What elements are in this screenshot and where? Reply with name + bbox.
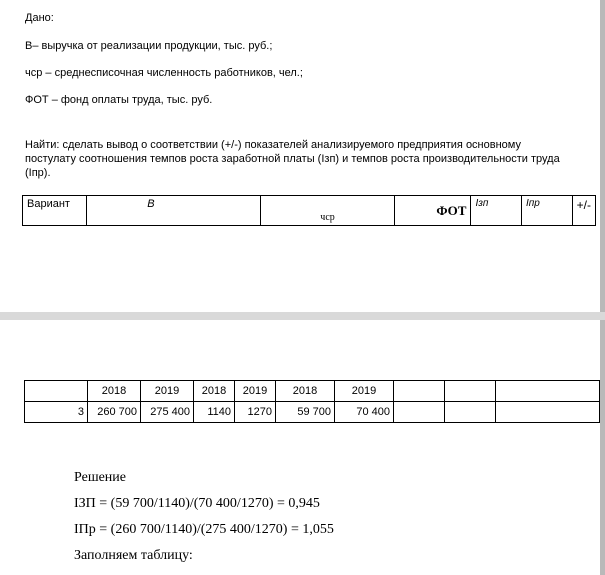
table-row (25, 381, 600, 402)
empty-cell (496, 381, 600, 402)
year-cell: 2018 (276, 381, 335, 402)
fill-table-text: Заполняем таблицу: (74, 548, 193, 563)
year-cell: 2018 (88, 381, 141, 402)
header-plus-minus: +/- (572, 196, 595, 226)
value-cell: 260 700 (88, 402, 141, 423)
empty-cell (394, 381, 445, 402)
value-cell: 1270 (235, 402, 276, 423)
value-cell: 59 700 (276, 402, 335, 423)
header-table (22, 195, 596, 226)
solution-title: Решение (74, 470, 127, 485)
year-cell (25, 381, 88, 402)
value-cell: 275 400 (141, 402, 194, 423)
empty-cell (496, 402, 600, 423)
header-headcount: чср (261, 196, 395, 226)
izp-formula: IЗП = (59 700/1140)/(70 400/1270) = 0,945 (74, 496, 320, 511)
ipr-formula: IПр = (260 700/1140)/(275 400/1270) = 1,055 (74, 522, 334, 537)
table-row (23, 196, 596, 226)
page-shadow (600, 0, 605, 312)
given-title: Дано: (25, 12, 54, 24)
value-cell: 70 400 (335, 402, 394, 423)
header-payroll: ФОТ (394, 196, 470, 226)
header-variant: Вариант (23, 196, 87, 226)
empty-cell (445, 381, 496, 402)
find-paragraph: Найти: сделать вывод о соответствии (+/-) показателей анализируемого предприятия основному постулату соотношения темпов роста заработной платы (Iзп) и темпов роста производительности труда (Iпр). (25, 139, 560, 179)
given-line-headcount: чср – среднесписочная численность работников, чел.; (25, 67, 303, 79)
empty-cell (394, 402, 445, 423)
table-row (25, 402, 600, 423)
empty-cell (445, 402, 496, 423)
given-line-revenue: В– выручка от реализации продукции, тыс. руб.; (25, 40, 273, 52)
year-cell: 2019 (335, 381, 394, 402)
value-cell: 1140 (194, 402, 235, 423)
page-shadow (600, 320, 605, 575)
header-izp: Iзп (471, 196, 522, 226)
year-cell: 2019 (235, 381, 276, 402)
year-cell: 2019 (141, 381, 194, 402)
header-revenue: В (87, 196, 261, 226)
year-cell: 2018 (194, 381, 235, 402)
given-line-payroll: ФОТ – фонд оплаты труда, тыс. руб. (25, 94, 213, 106)
variant-cell: 3 (25, 402, 88, 423)
header-ipr: Iпр (521, 196, 572, 226)
values-table (24, 380, 600, 423)
document-page-2 (0, 320, 600, 575)
